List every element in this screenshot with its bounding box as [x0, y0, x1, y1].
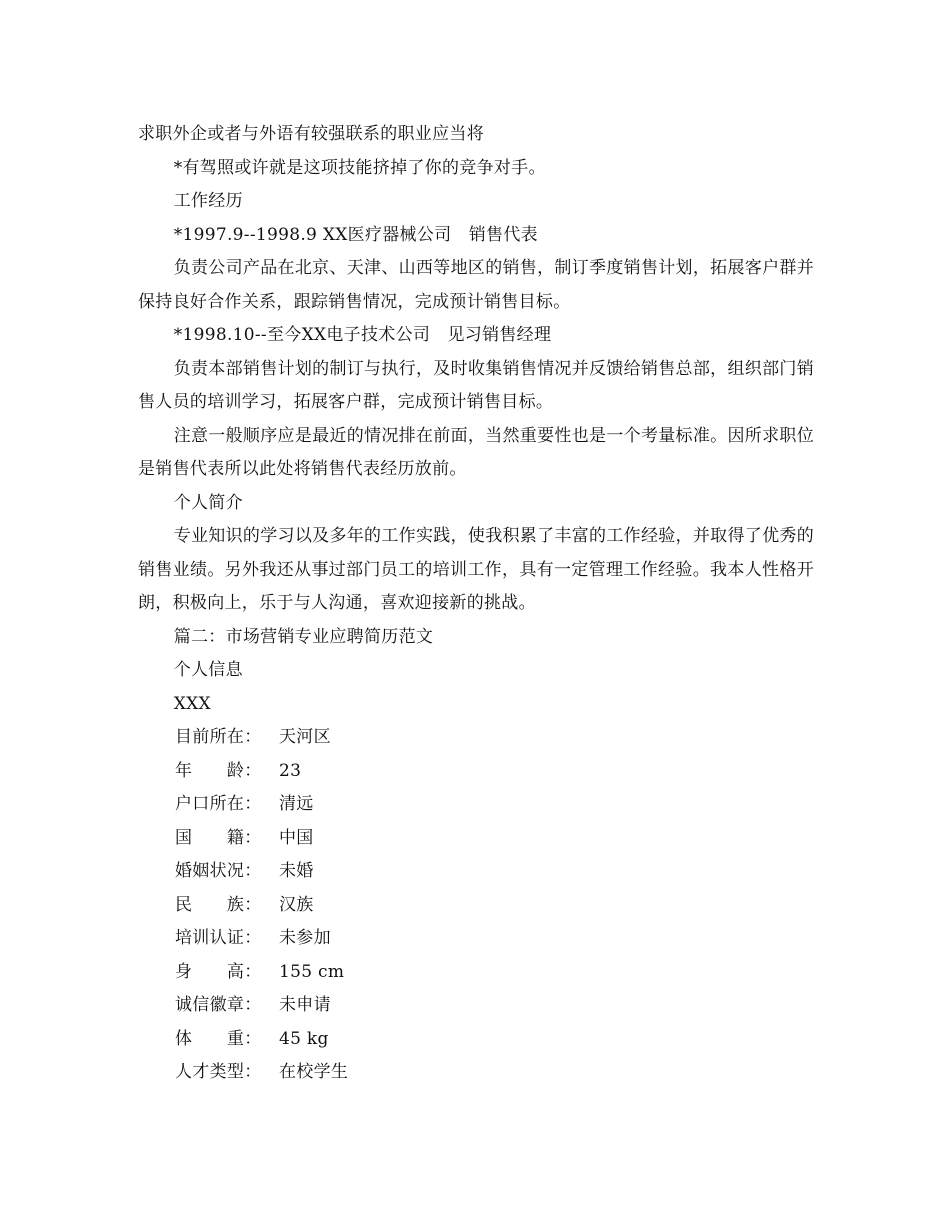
field-value: 155 cm	[279, 961, 345, 982]
section-heading-profile: 个人简介	[173, 492, 243, 513]
info-field-nationality	[138, 822, 814, 856]
candidate-name: XXX	[173, 693, 211, 714]
info-field-household	[138, 788, 814, 822]
field-label: 国 籍：	[175, 827, 262, 848]
field-label: 培训认证：	[175, 928, 262, 948]
job-entry-description: 负责本部销售计划的制订与执行，及时收集销售情况并反馈给销售总部，组织部门销售人员的培训学习，拓展客户群，完成预计销售目标。	[138, 358, 814, 412]
field-value: 45 kg	[279, 1028, 329, 1049]
document-body	[138, 118, 814, 1090]
info-field-marital-status	[138, 855, 814, 889]
info-field-age	[138, 755, 814, 789]
paragraph: 注意一般顺序应是最近的情况排在前面，当然重要性也是一个考量标准。因所求职位是销售代表所以此处将销售代表经历放前。	[138, 425, 814, 479]
field-label: 婚姻状况：	[175, 861, 262, 881]
field-value: 未申请	[279, 995, 331, 1015]
section-heading-work-experience: 工作经历	[173, 191, 243, 211]
paragraph: *有驾照或许就是这项技能挤掉了你的竞争对手。	[173, 157, 546, 178]
info-field-location	[138, 721, 814, 755]
field-label: 人才类型：	[175, 1062, 262, 1082]
field-value: 未婚	[279, 861, 314, 881]
field-label: 诚信徽章：	[175, 995, 262, 1015]
job-entry-title: *1998.10--至今XX电子技术公司 见习销售经理	[173, 325, 552, 345]
field-value: 23	[279, 760, 302, 781]
field-label: 年 龄：	[175, 760, 262, 781]
field-value: 清远	[279, 794, 314, 814]
section-heading-personal-info: 个人信息	[173, 660, 243, 680]
field-label: 民 族：	[175, 894, 262, 915]
job-entry-title: *1997.9--1998.9 XX医疗器械公司 销售代表	[173, 224, 538, 245]
section-heading-part-two: 篇二：市场营销专业应聘简历范文	[173, 626, 434, 647]
field-label: 体 重：	[175, 1028, 262, 1049]
field-value: 中国	[279, 827, 314, 848]
paragraph: 求职外企或者与外语有较强联系的职业应当将	[138, 124, 484, 144]
job-entry-description: 负责公司产品在北京、天津、山西等地区的销售，制订季度销售计划，拓展客户群并保持良好合作关系，跟踪销售情况，完成预计销售目标。	[138, 258, 814, 312]
field-label: 身 高：	[175, 961, 262, 982]
info-field-integrity-badge	[138, 989, 814, 1023]
field-value: 天河区	[279, 727, 331, 747]
field-label: 目前所在：	[175, 727, 262, 747]
info-field-talent-type	[138, 1056, 814, 1090]
field-value: 在校学生	[279, 1062, 349, 1082]
field-value: 汉族	[279, 894, 314, 915]
info-field-height	[138, 956, 814, 990]
info-field-ethnicity	[138, 889, 814, 923]
field-value: 未参加	[279, 928, 331, 948]
info-field-weight	[138, 1023, 814, 1057]
field-label: 户口所在：	[175, 794, 262, 814]
profile-text: 专业知识的学习以及多年的工作实践，使我积累了丰富的工作经验，并取得了优秀的销售业绩。另外我还从事过部门员工的培训工作，具有一定管理工作经验。我本人性格开朗，积极向上，乐于与人沟通，喜欢迎接新的挑战。	[138, 526, 814, 613]
info-field-certification	[138, 922, 814, 956]
